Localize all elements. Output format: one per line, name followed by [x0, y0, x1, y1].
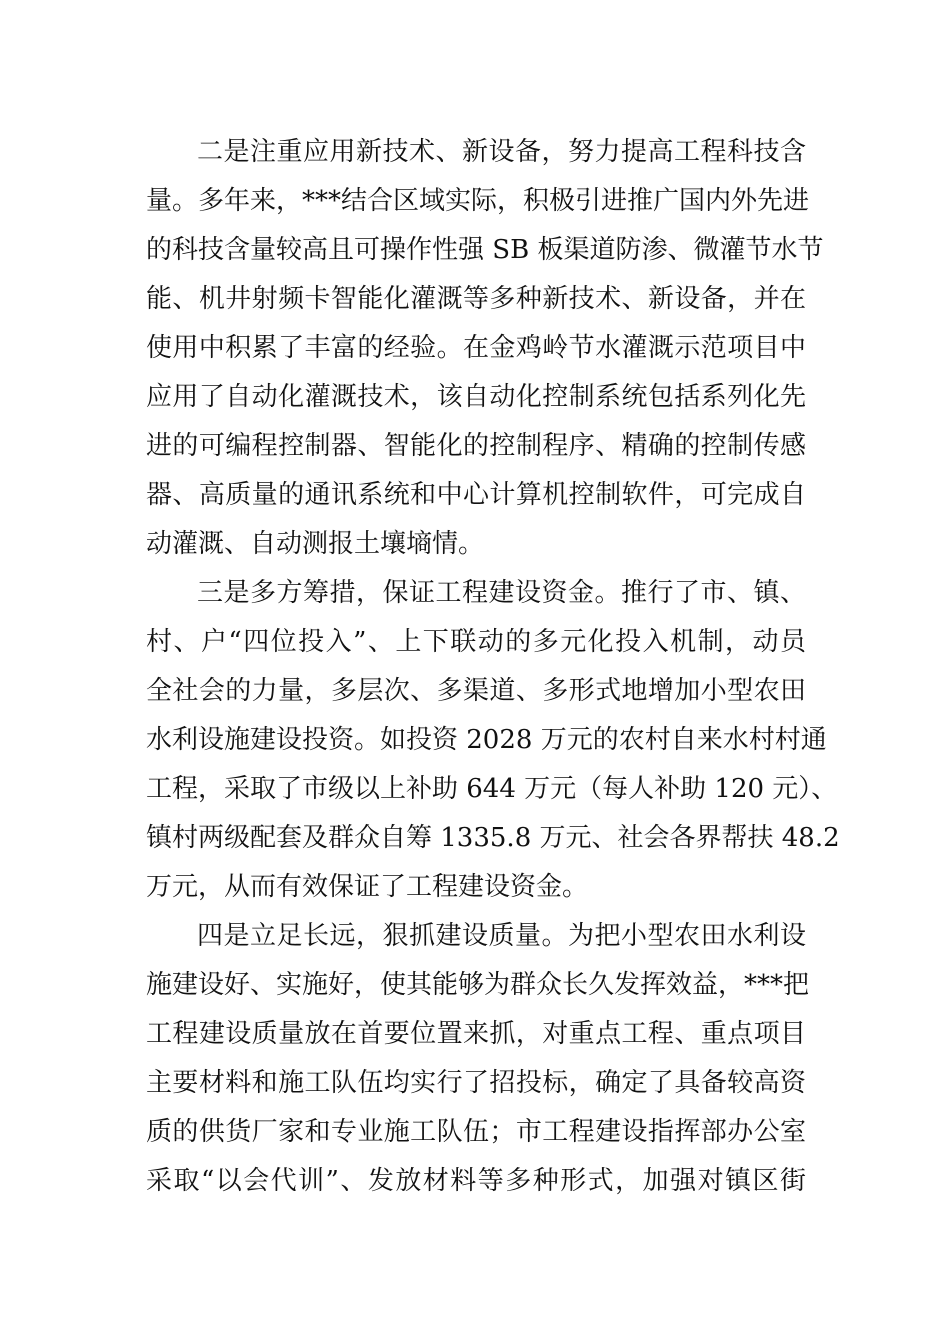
text-line: 进的可编程控制器、智能化的控制程序、精确的控制传感: [146, 431, 806, 461]
text-line: 使用中积累了丰富的经验。在金鸡岭节水灌溉示范项目中: [146, 333, 806, 363]
text-line: 的科技含量较高且可操作性强 SB 板渠道防渗、微灌节水节: [146, 235, 824, 265]
text-line: 全社会的力量，多层次、多渠道、多形式地增加小型农田: [146, 676, 806, 706]
text-line: 主要材料和施工队伍均实行了招投标，确定了具备较高资: [146, 1068, 806, 1098]
text-line: 三是多方筹措，保证工程建设资金。推行了市、镇、: [197, 578, 806, 608]
text-line: 量。多年来，***结合区域实际，积极引进推广国内外先进: [146, 186, 810, 216]
text-line: 工程，采取了市级以上补助 644 万元（每人补助 120 元）、: [146, 774, 838, 804]
text-line: 质的供货厂家和专业施工队伍；市工程建设指挥部办公室: [146, 1117, 806, 1147]
text-line: 采取“以会代训”、发放材料等多种形式，加强对镇区街: [146, 1166, 806, 1196]
text-line: 四是立足长远，狠抓建设质量。为把小型农田水利设: [197, 921, 806, 951]
text-line: 工程建设质量放在首要位置来抓，对重点工程、重点项目: [146, 1019, 806, 1049]
text-line: 水利设施建设投资。如投资 2028 万元的农村自来水村村通: [146, 725, 827, 755]
text-line: 万元，从而有效保证了工程建设资金。: [146, 872, 589, 902]
text-line: 能、机井射频卡智能化灌溉等多种新技术、新设备，并在: [146, 284, 806, 314]
text-line: 应用了自动化灌溉技术，该自动化控制系统包括系列化先: [146, 382, 806, 412]
text-line: 二是注重应用新技术、新设备，努力提高工程科技含: [197, 137, 806, 167]
text-line: 器、高质量的通讯系统和中心计算机控制软件，可完成自: [146, 480, 806, 510]
text-line: 动灌溉、自动测报土壤墒情。: [146, 529, 485, 559]
text-line: 镇村两级配套及群众自筹 1335.8 万元、社会各界帮扶 48.2: [146, 823, 840, 853]
text-line: 施建设好、实施好，使其能够为群众长久发挥效益，***把: [146, 970, 810, 1000]
text-line: 村、户“四位投入”、上下联动的多元化投入机制，动员: [146, 627, 806, 657]
